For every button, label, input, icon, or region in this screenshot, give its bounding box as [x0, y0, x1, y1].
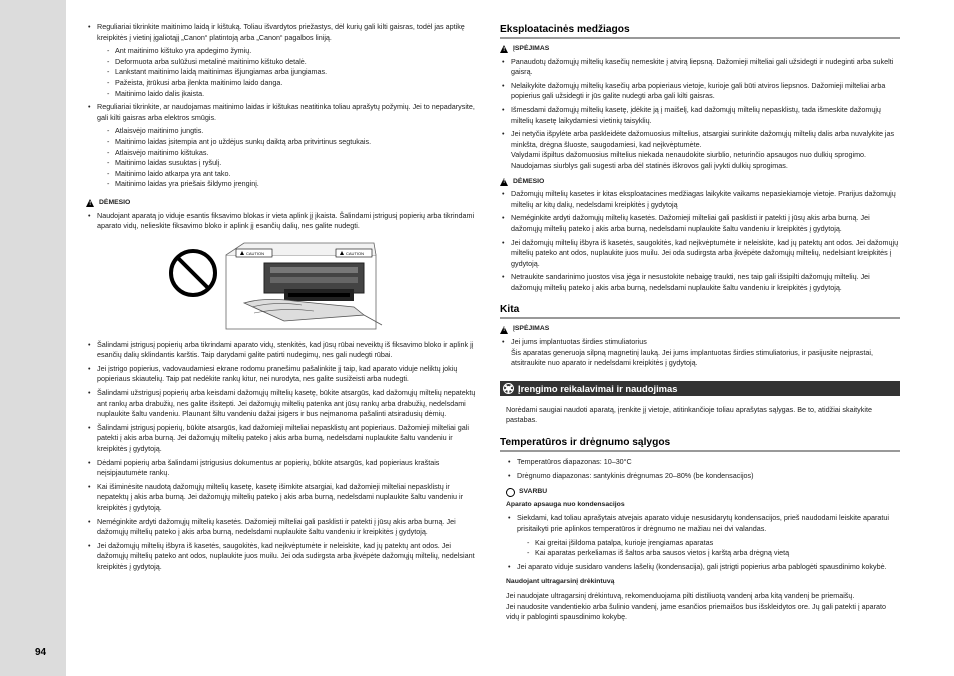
- list-item: • Reguliariai tikrinkite maitinimo laidą ir kištuką. Toliau išvardytos priežastys, dėl kurių gali kilti gaisras, todėl jas aptikę kreipkitės į vietinį įgaliotąjį „Canon“ platintoją arba „Canon“ pagalbos liniją. - Ant maitinimo kištuko yra apdegimo žymių. - Deformuota arba sulūžusi metalinė maitinimo kištuko detalė. - Lankstant maitinimo laidą maitinimas išjungiamas arba įjungiamas. - Pažeista, įtrūkusi arba įlenkta maitinimo laido danga. - Maitinimo laido dalis įkaista.: [86, 22, 478, 99]
- other-warning-list: [500, 337, 900, 369]
- caution-heading: ! DĖMESIO: [500, 177, 900, 188]
- sub-item: - Ant maitinimo kištuko yra apdegimo žymių.: [97, 46, 478, 57]
- maintenance-caution-list: [500, 189, 900, 293]
- figure-warning-label: CAUTION: [346, 250, 364, 256]
- sub-item: - Deformuota arba sulūžusi metalinė maitinimo kištuko detalė.: [97, 57, 478, 68]
- caution-list: [86, 211, 478, 232]
- figure-warning-label: CAUTION: [246, 250, 264, 256]
- list-item: • Neméginkite ardyti dažomųjų miltelių kasetės. Dažomieji milteliai gali pasklisti ir patekti į jūsų akis arba burną. Jei dažomųjų miltelių pateko į akis arba burną, nedelsdami nuplaukite šaltu vandeniu ir kreipkitės į gydytoją.: [86, 517, 478, 538]
- caution-heading: ! DĖMESIO: [86, 198, 478, 209]
- page-margin: [0, 0, 66, 676]
- right-column: [500, 14, 900, 626]
- list-item: • Neméginkite ardyti dažomųjų miltelių kasetės. Dažomieji milteliai gali pasklisti ir patekti į jūsų akis arba burną. Jei dažomųjų miltelių pateko į akis arba burną, nedelsdami nuplaukite šaltu vandeniu ir kreipkitės į gydytoją.: [500, 213, 900, 234]
- section-banner: Įrengimo reikalavimai ir naudojimas: [500, 381, 900, 396]
- list-item: • Išmesdami dažomųjų miltelių kasetę, įdėkite ją į maišelį, kad dažomųjų miltelių nepasklistų, tada išmeskite dažomųjų miltelių kasetę laikydamiesi vietinių taisyklių.: [500, 105, 900, 126]
- sub-item: - Maitinimo laidas įsitempia ant jo uždėjus sunkų daiktą arba pritvirtinus segtukais.: [97, 137, 478, 148]
- warning-heading: ! ĮSPĖJIMAS: [500, 44, 900, 55]
- list-item: • Šalindami užstrigusį popierių arba keisdami dažomųjų miltelių kasetę, būkite atsargūs, kad dažomųjų miltelių nepatektų ant rankų arba drabužių, nes galite išsitepti. Jei dažomųjų miltelių patenka ant jūsų rankų arba drabužių, nedelsdami nuplaukite šaltu vandeniu. Plaunant šiltu vandeniu dažai įsigers ir bus neįmanoma pašalinti atsiradusių dėmių.: [86, 388, 478, 420]
- sub-item: - Kai aparatas perkeliamas iš šaltos arba sausos vietos į karštą arba drėgną vietą: [517, 548, 900, 559]
- warning-triangle-icon: [500, 326, 509, 334]
- list-item: • Jei netyčia išpylėte arba paskleidėte dažomuosius miltelius, atsargiai surinkite dažomųjų miltelių dalis arba nuvalykite jas minkšta, drėgna šluoste, saugodamiesi, kad neįkvėptumėte. Valydami išpiltus dažomuosius miltelius niekada nenaudokite siurblio, neturinčio apsaugos nuo dulkių sprogimo. Naudojamas siurblys gali sugesti arba dėl statinės iškrovos gali įvykti dulkių sprogimas.: [500, 129, 900, 171]
- important-heading: SVARBU: [506, 487, 900, 498]
- maintenance-warning-list: [500, 57, 900, 172]
- list-item: • Dėdami popierių arba šalindami įstrigusius dokumentus ar popierių, būkite atsargūs, kad popieriaus kraštais neįsipjautumėte rankų.: [86, 458, 478, 479]
- condensation-title: Aparato apsauga nuo kondensacijos: [506, 500, 625, 508]
- caution-triangle-icon: [500, 178, 509, 186]
- warning-heading: ! ĮSPĖJIMAS: [500, 324, 900, 335]
- list-item: • Panaudotų dažomųjų miltelių kasečių nemeskite į atvirą liepsną. Dažomieji milteliai gali užsidegti ir nudeginti arba sukelti gaisrą.: [500, 57, 900, 78]
- settings-gear-icon: [504, 384, 513, 393]
- jam-removal-list: [86, 340, 478, 573]
- warning-triangle-icon: [500, 45, 509, 53]
- list-item: • Jei įstrigo popierius, vadovaudamiesi ekrane rodomu pranešimu pašalinkite jį taip, kad aparato viduje neliktų jokių popieriaus skiautelių. Taip pat nedėkite rankų kitur, nei nurodyta, nes galite susižeisti arba nudegti.: [86, 364, 478, 385]
- list-item: • Drėgnumo diapazonas: santykinis drėgnumas 20–80% (be kondensacijos): [506, 471, 900, 482]
- list-item: • Netraukite sandarinimo juostos visa jėga ir nesustokite nebaigę traukti, nes taip gali išsipilti dažomųjų miltelių. Jei dažomųjų miltelių pateko į akis arba burną, nedelsdami nuplaukite šaltu vandeniu ir kreipkitės į gydytoją.: [500, 272, 900, 293]
- power-cord-list: [86, 22, 478, 190]
- sub-item: - Pažeista, įtrūkusi arba įlenkta maitinimo laido danga.: [97, 78, 478, 89]
- page-number: 94: [35, 647, 47, 658]
- prohibition-icon: [168, 248, 218, 298]
- section-heading: Eksploatacinės medžiagos: [500, 24, 900, 39]
- left-column: [86, 22, 478, 574]
- sub-item: - Atlaisvėjo maitinimo kištukas.: [97, 148, 478, 159]
- list-item: • Šalindami įstrigusį popierių, būkite atsargūs, kad dažomieji milteliai nepasklistų ant popieriaus. Dažomieji milteliai gali patekti į akis arba burną. Jei dažomųjų miltelių pateko į akis arba burną, nedelsdami nuplaukite šaltu vandeniu ir kreipkitės į gydytoją.: [86, 423, 478, 455]
- temp-list: [500, 457, 900, 481]
- list-item: • Jei aparato viduje susidaro vandens lašelių (kondensacija), gali įstrigti popierius arba pablogėti spausdinimo kokybė.: [506, 562, 900, 573]
- fixing-unit-illustration: [86, 238, 478, 336]
- sub-item: - Atlaisvėjo maitinimo jungtis.: [97, 126, 478, 137]
- list-item: • Jei dažomųjų miltelių išbyra iš kasetės, saugokitės, kad neįkvėptumėte ir neleiskite, kad jų patektų ant odos. Jei dažomųjų miltelių pateko ant odos, nuplaukite juos muilu. Jei oda sudirgsta arba įkvėpėte dažomųjų miltelių, nedelsiant kreipkitės į gydytoją.: [86, 541, 478, 573]
- list-item: • Šalindami įstrigusį popierių arba tikrindami aparato vidų, stenkitės, kad jūsų rūbai neveiktų iš fiksavimo bloko ir aplink jį esančių dalių sklindantis karštis. Taip darydami galite patirti nudegimų, nes gali nudegti rūbai.: [86, 340, 478, 361]
- list-item: • Dažomųjų miltelių kasetes ir kitas eksploatacines medžiagas laikykite vaikams nepasiekiamoje vietoje. Prarijus dažomųjų miltelių ar kitų dalių, nedelsdami kreipkitės į gydytoją: [500, 189, 900, 210]
- list-item: • Naudojant aparatą jo viduje esantis fiksavimo blokas ir vieta aplink jį įkaista. Šalindami įstrigusį popierių arba tikrindami aparato vidų, nelieskite fiksavimo bloko ir aplink jį esančių dalių, nes galite nudegti.: [86, 211, 478, 232]
- caution-triangle-icon: [86, 199, 95, 207]
- sub-item: - Kai greitai įšildoma patalpa, kurioje įrengiamas aparatas: [517, 538, 900, 549]
- sub-item: - Maitinimo laidas yra priešais šildymo įrenginį.: [97, 179, 478, 190]
- printer-interior-drawing: [224, 241, 384, 333]
- sub-item: - Maitinimo laido dalis įkaista.: [97, 89, 478, 100]
- humidifier-text: Jei naudojate ultragarsinį drėkintuvą, rekomenduojama pilti distiliuotą vandenį arba kitą vandenį be priemaišų. Jei naudosite vandentiekio arba šulinio vandenį, jame esančios priemaišos bus išskleidytos ore. Jų gali patekti į aparato vidų ir pabloginti spausdinimo kokybę.: [506, 590, 886, 622]
- important-circle-icon: [506, 488, 515, 497]
- list-item: • Jei dažomųjų miltelių išbyra iš kasetės, saugokitės, kad neįkvėptumėte ir neleiskite, kad jų patektų ant odos. Jei dažomųjų miltelių pateko ant odos, nuplaukite juos muilu. Jei oda sudirgsta arba įkvėpėte dažomųjų miltelių, nedelsiant kreipkitės į gydytoją.: [500, 238, 900, 270]
- list-item: • Reguliariai tikrinkite, ar naudojamas maitinimo laidas ir kištukas neatitinka toliau aprašytų požymių. Jei to nepadarysite, gali kilti gaisras arba elektros smūgis. - Atlaisvėjo maitinimo jungtis. - Maitinimo laidas įsitempia ant jo uždėjus sunkų daiktą arba pritvirtinus segtukais. - Atlaisvėjo maitinimo kištukas. - Maitinimo laidas susuktas į ryšulį. - Maitinimo laido atkarpa yra ant tako. - Maitinimo laidas yra priešais šildymo įrenginį.: [86, 102, 478, 190]
- list-item: • Siekdami, kad toliau aprašytais atvejais aparato viduje nesusidarytų kondensacijos, prieš naudodami leiskite aparatui prisitaikyti prie aplinkos temperatūros ir drėgnumo ne mažiau nei dvi valandas. - Kai greitai įšildoma patalpa, kurioje įrengiamas aparatas - Kai aparatas perkeliamas iš šaltos arba sausos vietos į karštą arba drėgną vietą: [506, 513, 900, 558]
- sub-item: - Maitinimo laido atkarpa yra ant tako.: [97, 169, 478, 180]
- list-item: • Jei jums implantuotas širdies stimuliatorius Šis aparatas generuoja silpną magnetinį lauką. Jei jums implantuotas širdies stimuliatorius, ir pasijusite neįprastai, atsitraukite nuo aparato ir nedelsdami kreipkitės į gydytoją.: [500, 337, 900, 369]
- section-heading: Temperatūros ir drėgnumo sąlygos: [500, 437, 900, 452]
- humidifier-title: Naudojant ultragarsinį drėkintuvą: [506, 578, 615, 586]
- sub-item: - Lankstant maitinimo laidą maitinimas išjungiamas arba įjungiamas.: [97, 67, 478, 78]
- list-item: • Temperatūros diapazonas: 10–30°C: [506, 457, 900, 468]
- list-item: • Kai išiminėsite naudotą dažomųjų miltelių kasetę, kasetę išimkite atsargiai, kad dažomieji milteliai nepasklistų ir nepatektų į akis arba burną. Jei dažomųjų miltelių pateko į akis arba burną, nedelsdami nuplaukite šaltu vandeniu ir kreipkitės į gydytoją.: [86, 482, 478, 514]
- install-intro: Norėdami saugiai naudoti aparatą, įrenkite jį vietoje, atitinkančioje toliau aprašytas sąlygas. Be to, atidžiai skaitykite pastabas.: [506, 404, 872, 425]
- section-heading: Kita: [500, 304, 900, 319]
- condensation-list: [500, 513, 900, 572]
- list-item: • Nelaikykite dažomųjų miltelių kasečių arba popieriaus vietoje, kurioje gali būti atviros liepsnos. Dažomieji milteliai arba popierius gali užsidegti ir jūs galite nudegti arba gali kilti gaisras.: [500, 81, 900, 102]
- sub-item: - Maitinimo laidas susuktas į ryšulį.: [97, 158, 478, 169]
